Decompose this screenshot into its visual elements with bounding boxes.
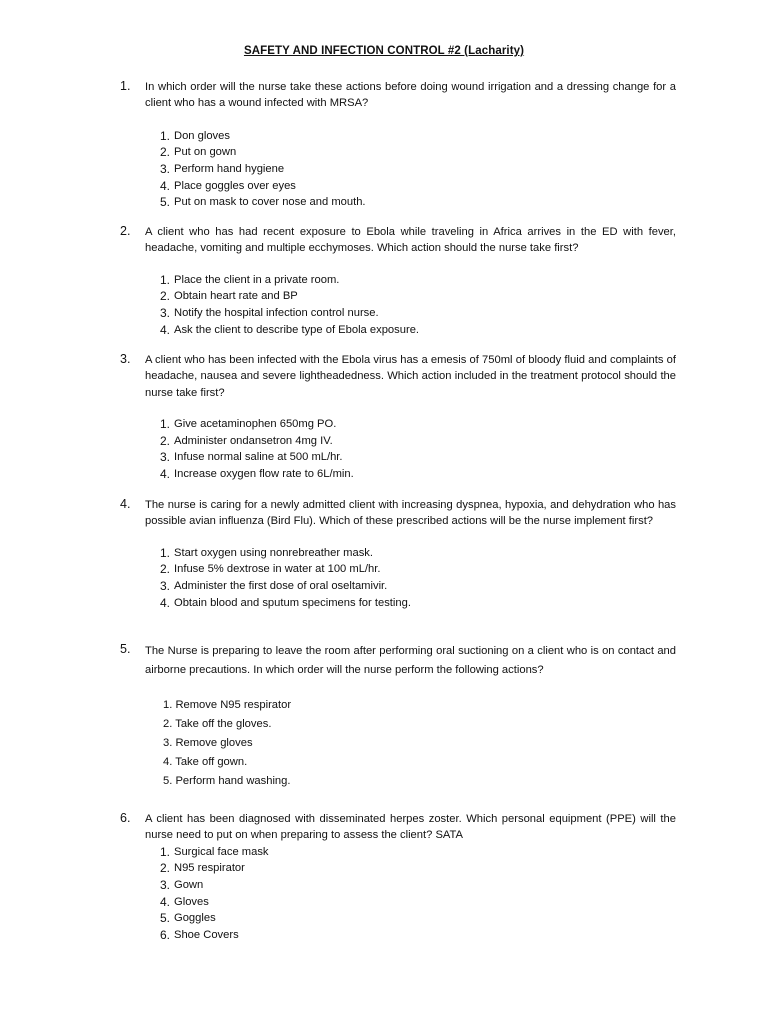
page-title: SAFETY AND INFECTION CONTROL #2 (Lacharity) xyxy=(243,45,525,57)
question-number: 6. xyxy=(120,811,131,825)
question-2 xyxy=(120,224,676,338)
question-5 xyxy=(120,642,676,791)
list-item: 4. Ask the client to describe type of Ebola exposure. xyxy=(160,322,420,337)
question-3 xyxy=(120,352,676,483)
list-item: 2. Administer ondansetron 4mg IV. xyxy=(160,433,333,448)
question-number: 2. xyxy=(120,224,131,238)
list-item: 4. Gloves xyxy=(160,894,209,909)
list-item: 4. Increase oxygen flow rate to 6L/min. xyxy=(160,467,354,481)
option-list xyxy=(120,416,676,482)
question-text: A client has been diagnosed with disseminated herpes zoster. Which personal equipment (PPE) will the nurse need to put on when preparing to assess the client? SATA xyxy=(145,813,676,842)
list-item: 4. Place goggles over eyes xyxy=(160,178,296,193)
list-item: 6. Shoe Covers xyxy=(160,927,239,942)
option-list xyxy=(120,128,676,211)
list-item: 5. Perform hand washing. xyxy=(163,775,291,787)
question-6 xyxy=(120,811,676,943)
option-list xyxy=(120,545,676,611)
list-item: 1. Give acetaminophen 650mg PO. xyxy=(160,417,337,432)
option-list xyxy=(120,696,676,791)
list-item: 4. Take off gown. xyxy=(163,756,248,768)
question-1 xyxy=(120,79,676,211)
option-list xyxy=(120,272,676,338)
list-item: 4. Obtain blood and sputum specimens for testing. xyxy=(160,595,411,610)
question-text: A client who has had recent exposure to Ebola while traveling in Africa arrives in the ED with fever, headache, vomiting and multiple ecchymoses. Which action should the nurse take first? xyxy=(145,226,676,255)
question-number: 3. xyxy=(120,352,131,366)
option-list xyxy=(120,844,676,944)
question-number: 4. xyxy=(120,497,131,511)
list-item: 5. Goggles xyxy=(160,911,216,926)
question-number: 1. xyxy=(120,79,131,93)
list-item: 2. Take off the gloves. xyxy=(163,718,272,730)
list-item: 2. Obtain heart rate and BP xyxy=(160,289,298,304)
list-item: 1. Place the client in a private room. xyxy=(160,272,340,287)
list-item: 1. Surgical face mask xyxy=(160,844,269,859)
list-item: 2. N95 respirator xyxy=(160,861,245,876)
list-item: 2. Infuse 5% dextrose in water at 100 mL/hr. xyxy=(160,562,381,577)
list-item: 3. Infuse normal saline at 500 mL/hr. xyxy=(160,450,343,465)
question-text: A client who has been infected with the Ebola virus has a emesis of 750ml of bloody fluid and complaints of headache, nausea and severe lightheadedness. Which action included in the treatment protocol should the nurse take first? xyxy=(145,354,676,399)
list-item: 1. Start oxygen using nonrebreather mask. xyxy=(160,545,373,560)
list-item: 3. Remove gloves xyxy=(163,737,253,749)
question-text: The nurse is caring for a newly admitted client with increasing dyspnea, hypoxia, and dehydration who has possible avian influenza (Bird Flu). Which of these prescribed actions will be the nurse implement first? xyxy=(145,499,676,528)
list-item: 3. Notify the hospital infection control nurse. xyxy=(160,306,379,320)
list-item: 3. Administer the first dose of oral oseltamivir. xyxy=(160,579,388,593)
question-4 xyxy=(120,497,676,611)
list-item: 1. Remove N95 respirator xyxy=(163,699,292,711)
list-item: 5. Put on mask to cover nose and mouth. xyxy=(160,195,366,210)
list-item: 1. Don gloves xyxy=(160,128,230,143)
question-text: The Nurse is preparing to leave the room after performing oral suctioning on a client who is on contact and airborne precautions. In which order will the nurse perform the following actions? xyxy=(145,645,676,676)
list-item: 2. Put on gown xyxy=(160,145,237,160)
question-number: 5. xyxy=(120,642,131,656)
list-item: 3. Perform hand hygiene xyxy=(160,162,285,176)
list-item: 3. Gown xyxy=(160,878,204,892)
question-text: In which order will the nurse take these actions before doing wound irrigation and a dressing change for a client who has a wound infected with MRSA? xyxy=(145,81,676,110)
